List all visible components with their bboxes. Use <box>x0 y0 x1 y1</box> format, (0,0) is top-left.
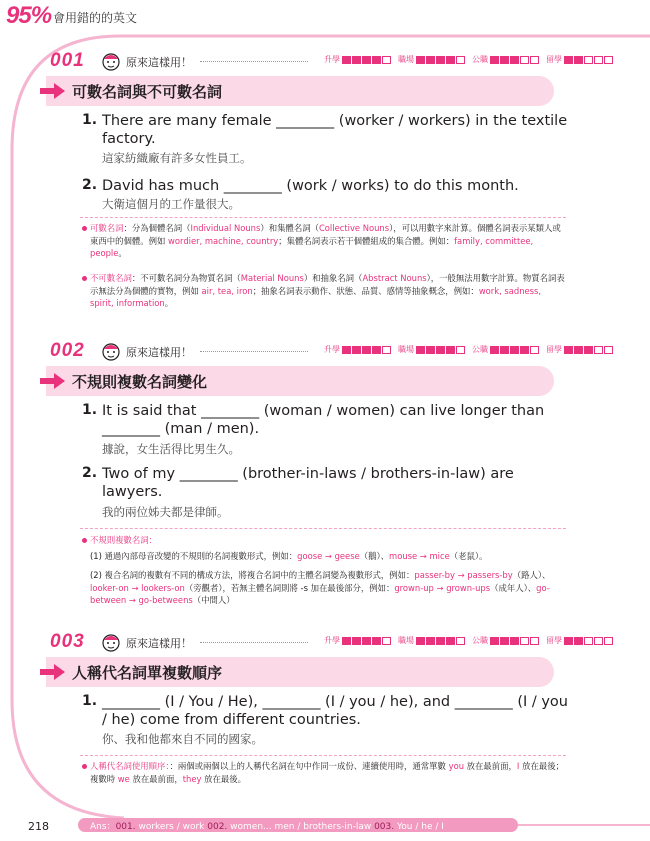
section-subtitle: 原來這樣用！ <box>126 56 192 69</box>
bullet-icon <box>82 226 87 231</box>
section-title: 可數名詞與不可數名詞 <box>72 83 223 101</box>
student-face-icon <box>100 50 122 72</box>
level-workplace: 職場 <box>398 344 466 355</box>
question-number: 1. <box>82 402 98 418</box>
bullet-icon <box>82 764 87 769</box>
section-header <box>50 631 620 657</box>
question-number: 1. <box>82 112 98 128</box>
section-title-banner <box>46 366 554 396</box>
question-chinese: 我的兩位姊夫都是律師。 <box>102 505 229 519</box>
question-english: There are many female ________ (worker / workers) in the textile factory. <box>102 113 568 147</box>
note-divider <box>80 755 566 756</box>
level-study: 升學 <box>324 344 392 355</box>
note-divider <box>80 217 566 218</box>
section-header <box>50 340 620 366</box>
level-indicators <box>318 635 614 646</box>
section-subtitle: 原來這樣用！ <box>126 346 192 359</box>
question-english: David has much ________ (work / works) to do this month. <box>102 178 519 194</box>
question-chinese: 這家紡織廠有許多女性員工。 <box>102 151 252 165</box>
question-english: It is said that ________ (woman / women) can live longer than ________ (man / men). <box>102 403 545 437</box>
note-divider <box>80 528 566 529</box>
question-chinese: 你、我和他都來自不同的國家。 <box>102 732 263 746</box>
arrow-right-icon <box>40 82 66 100</box>
dotted-leader <box>200 642 308 643</box>
grammar-note: 不規則複數名詞： <box>90 534 566 547</box>
answer-bar <box>78 818 518 832</box>
section-number: 002 <box>50 340 85 361</box>
brand-logo: 95% <box>6 2 52 29</box>
section-002 <box>50 340 620 519</box>
question-number: 2. <box>82 465 98 481</box>
level-indicators <box>318 54 614 65</box>
section-title-banner <box>46 657 554 687</box>
grammar-note: 人稱代名詞使用順序：：兩個或兩個以上的人稱代名詞在句中作同一成份、連續使用時，通常單數 you 放在最前面，I 放在最後；複數時 we 放在最前面，they 放在最後。 <box>90 760 566 785</box>
brand-subtitle: 會用錯的的英文 <box>53 11 138 25</box>
grammar-note: (2) 複合名詞的複數有不同的構成方法，將複合名詞中的主體名詞變為複數形式，例如：passer-by → passers-by（路人）、looker-on → lookers-on（旁觀者），若無主體名詞則將 -s 加在最後部分，例如：grown-up → grown-ups（成年人）、go-between → go-betweens（中間人） <box>90 570 551 605</box>
section-number: 003 <box>50 631 85 652</box>
question-number: 1. <box>82 693 98 709</box>
section-title: 人稱代名詞單複數順序 <box>72 664 223 682</box>
arrow-right-icon <box>40 663 66 681</box>
grammar-note: (1) 通過內部母音改變的不規則的名詞複數形式，例如：goose → geese（鵝）、mouse → mice（老鼠）。 <box>90 551 488 561</box>
section-header <box>50 50 620 76</box>
level-civil-service: 公職 <box>472 54 540 65</box>
bullet-icon <box>82 276 87 281</box>
arrow-right-icon <box>40 372 66 390</box>
answer-text: Ans：001. workers / work 002. women... men / brothers-in-law 003. You / he / I <box>90 822 444 832</box>
level-indicators <box>318 344 614 355</box>
section-subtitle: 原來這樣用！ <box>126 637 192 650</box>
section-001 <box>50 50 620 211</box>
dotted-leader <box>200 351 308 352</box>
level-abroad: 留學 <box>546 344 614 355</box>
section-title-banner <box>46 76 554 106</box>
section-003 <box>50 631 620 746</box>
level-abroad: 留學 <box>546 635 614 646</box>
student-face-icon <box>100 631 122 653</box>
level-study: 升學 <box>324 635 392 646</box>
student-face-icon <box>100 340 122 362</box>
level-abroad: 留學 <box>546 54 614 65</box>
bullet-icon <box>82 538 87 543</box>
question-chinese: 大衛這個月的工作量很大。 <box>102 197 240 211</box>
level-civil-service: 公職 <box>472 635 540 646</box>
dotted-leader <box>200 61 308 62</box>
question-chinese: 據說，女生活得比男生久。 <box>102 442 240 456</box>
book-brand <box>6 4 137 28</box>
question-english: ________ (I / You / He), ________ (I / you / he), and ________ (I / you / he) come from different countries. <box>102 694 568 728</box>
level-workplace: 職場 <box>398 635 466 646</box>
question-english: Two of my ________ (brother-in-laws / brothers-in-law) are lawyers. <box>102 466 514 500</box>
level-workplace: 職場 <box>398 54 466 65</box>
level-study: 升學 <box>324 54 392 65</box>
page-number: 218 <box>28 820 49 833</box>
question-number: 2. <box>82 177 98 193</box>
section-number: 001 <box>50 50 85 71</box>
grammar-note: 可數名詞：分為個體名詞（Individual Nouns）和集體名詞（Collective Nouns），可以用數字來計算。個體名詞表示某類人或東西中的個體。例如 wordier, machine, country；集體名詞表示若干個體組成的集合體。例如：family, committee, people。 <box>90 222 566 260</box>
grammar-note: 不可數名詞：不可數名詞分為物質名詞（Material Nouns）和抽象名詞（Abstract Nouns），一般無法用數字計算。物質名詞表示無法分為個體的實物，例如 air, tea, iron；抽象名詞表示動作、狀態、品質、感情等抽象概念，例如：work, sadness, spirit, information。 <box>90 272 566 310</box>
level-civil-service: 公職 <box>472 344 540 355</box>
section-title: 不規則複數名詞變化 <box>72 373 208 391</box>
